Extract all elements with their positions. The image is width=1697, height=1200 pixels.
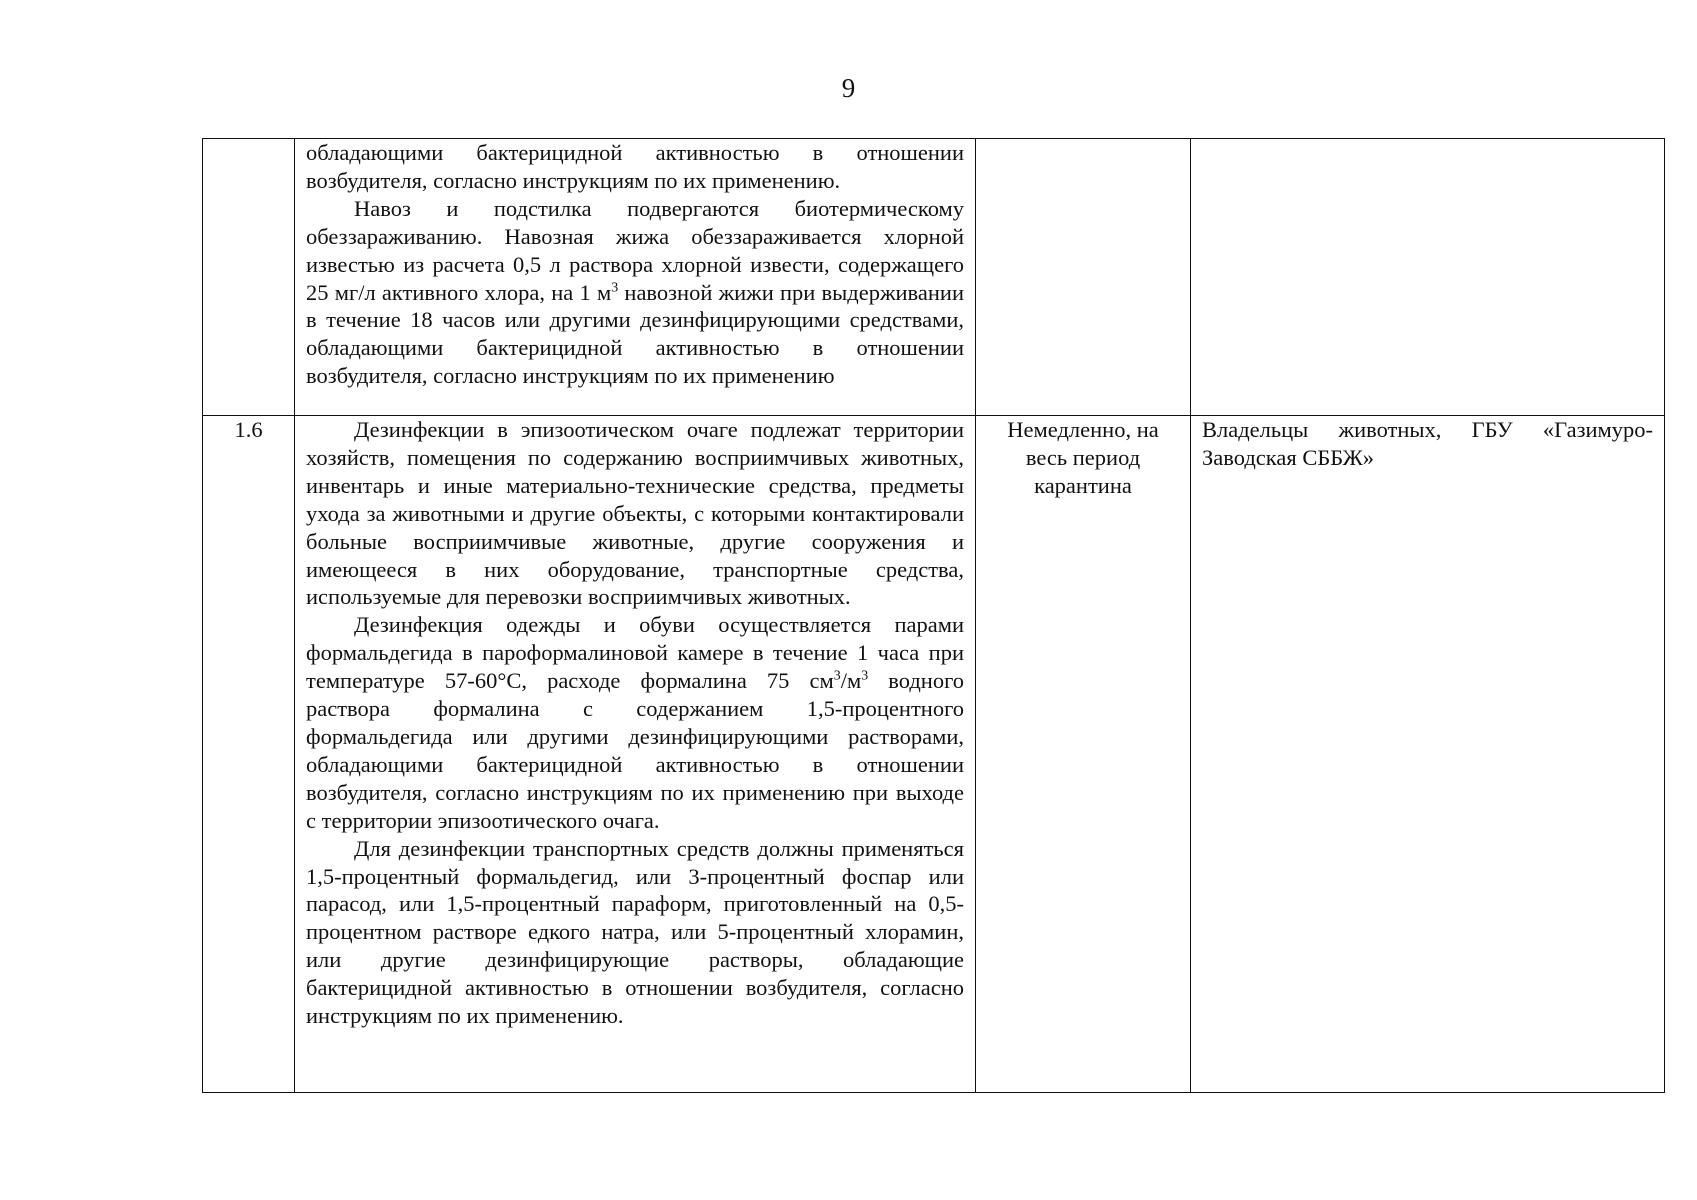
table-row-1-6 [203, 416, 1665, 1093]
table-row-continuation [203, 139, 1665, 416]
row-number-cell [203, 139, 295, 416]
measure-paragraph: обладающими бактерицидной активностью в отношении возбудителя, согласно инструкциям по их применению. [306, 140, 964, 193]
measure-paragraph: Для дезинфекции транспортных средств должны применяться 1,5-процентный формальдегид, или 3-процентный фоспар или парасод, или 1,5-процентный параформ, приготовленный на 0,5-процентном растворе едкого натра, или 5-процентный хлорамин, или другие дезинфицирующие растворы, обладающие бактерицидной активностью в отношении возбудителя, согласно инструкциям по их применению. [306, 835, 964, 1029]
term-cell: Немедленно, на весь период карантина [976, 416, 1191, 1093]
measure-cell [295, 416, 976, 1093]
page-number: 9 [841, 73, 856, 103]
term-cell [976, 139, 1191, 416]
row-number-cell: 1.6 [203, 416, 295, 1093]
responsible-cell: Владельцы животных, ГБУ «Газимуро-Заводская СББЖ» [1191, 416, 1665, 1093]
superscript: 3 [861, 668, 869, 684]
measure-text [306, 139, 964, 390]
measure-text [306, 416, 964, 1030]
responsible-cell [1191, 139, 1665, 416]
measures-table [202, 138, 1665, 1093]
measure-paragraph: Дезинфекция одежды и обуви осуществляется парами формальдегида в пароформалиновой камере в течение 1 часа при температуре 57-60°С, расходе формалина 75 $см^3/м^3$ водного раствора формалина с содержанием 1,5-процентного формальдегида или другими дезинфицирующими растворами, обладающими бактерицидной активностью в отношении возбудителя, согласно инструкциям по их применению при выходе с территории эпизоотического очага. [306, 612, 964, 833]
measure-paragraph: Навоз и подстилка подвергаются биотермическому обеззараживанию. Навозная жижа обеззараживается хлорной известью из расчета 0,5 л раствора хлорной извести, содержащего 25 мг/л активного хлора, на 1 $м^3$ навозной жижи при выдерживании в течение 18 часов или другими дезинфицирующими средствами, обладающими бактерицидной активностью в отношении возбудителя, согласно инструкциям по их применению [306, 195, 964, 389]
measure-cell [295, 139, 976, 416]
measure-paragraph: Дезинфекции в эпизоотическом очаге подлежат территории хозяйств, помещения по содержанию восприимчивых животных, инвентарь и иные материально-технические средства, предметы ухода за животными и другие объекты, с которыми контактировали больные восприимчивые животные, другие сооружения и имеющееся в них оборудование, транспортные средства, используемые для перевозки восприимчивых животных. [306, 417, 964, 610]
superscript: 3 [611, 280, 619, 296]
superscript: 3 [833, 668, 841, 684]
